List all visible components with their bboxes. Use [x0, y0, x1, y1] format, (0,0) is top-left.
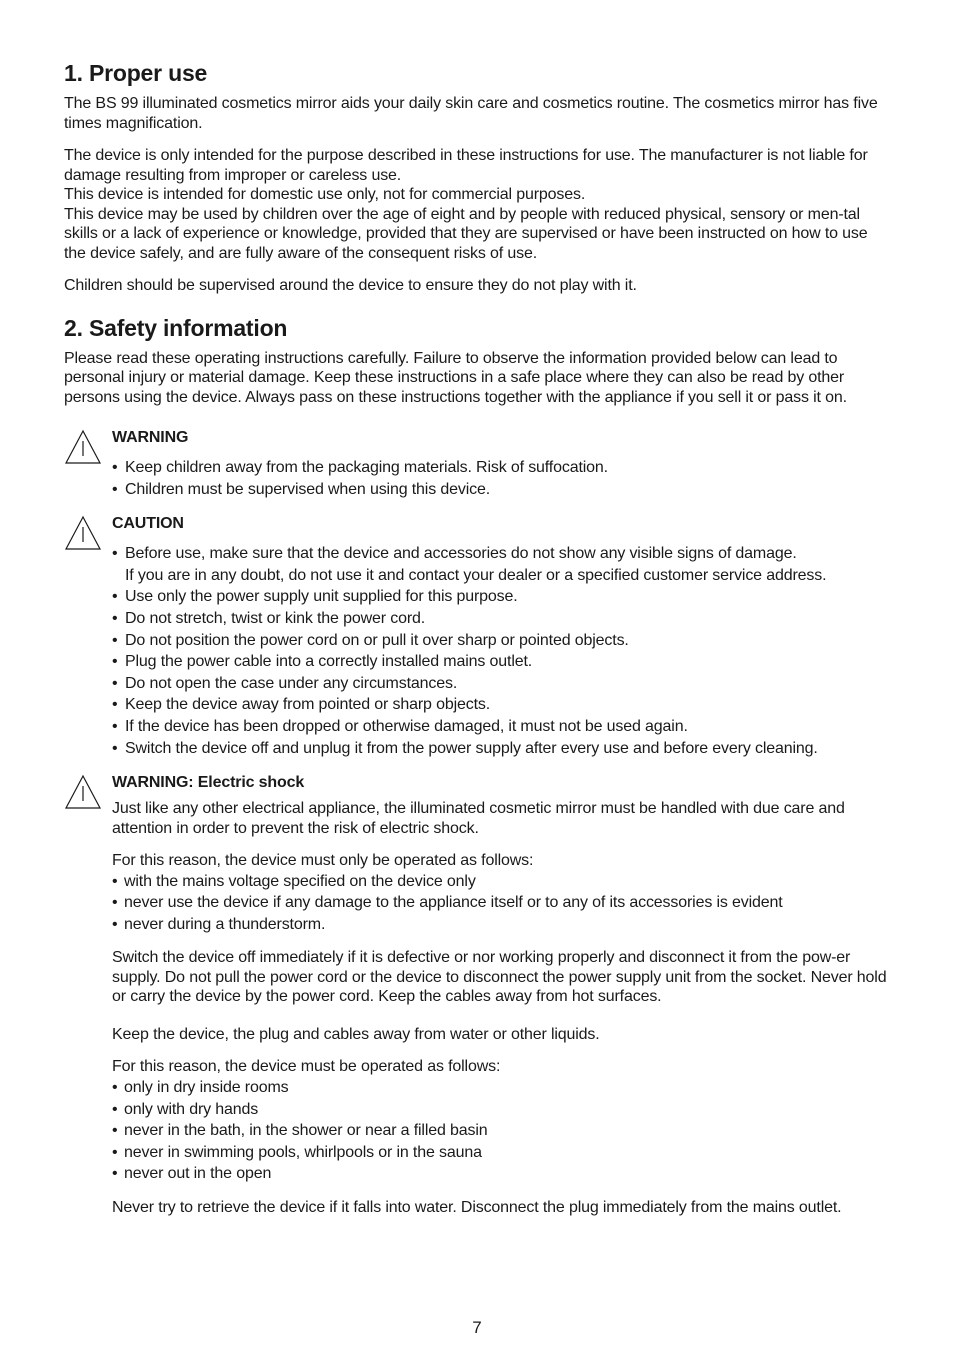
paragraph: Children should be supervised around the device to ensure they do not play with it. — [64, 277, 637, 294]
list-item: • with the mains voltage specified on the device only — [112, 871, 890, 893]
list-item: • Plug the power cable into a correctly installed mains outlet. — [112, 651, 890, 673]
list-item: • If the device has been dropped or otherwise damaged, it must not be used again. — [112, 716, 890, 738]
paragraph: This device may be used by children over the age of eight and by people with reduced physical, sensory or men-tal skills or a lack of experience or knowledge, provided that they are supervised or have been instructed on how to use the device safely, and are fully aware of the consequent risks of use. — [64, 205, 868, 262]
page-content — [64, 58, 890, 1217]
list-item-continuation: If you are in any doubt, do not use it and contact your dealer or a specified customer service address. — [125, 566, 827, 584]
list-item: • never in swimming pools, whirlpools or in the sauna — [112, 1142, 890, 1164]
list-item — [112, 543, 890, 586]
paragraph: The device is only intended for the purpose described in these instructions for use. The manufacturer is not liable for damage resulting from improper or careless use. — [64, 147, 868, 184]
list-item: • Do not open the case under any circumstances. — [112, 673, 890, 695]
list-item: • Do not position the power cord on or pull it over sharp or pointed objects. — [112, 630, 890, 652]
list-item: • never in the bath, in the shower or near a filled basin — [112, 1120, 890, 1142]
paragraph: Keep the device, the plug and cables away from water or other liquids. — [112, 1025, 600, 1043]
list-item: • only with dry hands — [112, 1099, 890, 1121]
warning-title: WARNING — [112, 429, 189, 446]
section-heading-safety-information: 2. Safety information — [64, 314, 288, 341]
list-item: • Do not stretch, twist or kink the power cord. — [112, 608, 890, 630]
list-item: • Switch the device off and unplug it from the power supply after every use and before every cleaning. — [112, 738, 890, 760]
warning-triangle-icon — [64, 515, 102, 551]
paragraph: Please read these operating instructions carefully. Failure to observe the information provided below can lead to personal injury or material damage. Keep these instructions in a safe place where they can also be read by other persons using the device. Always pass on these instructions together with the appliance if you sell it or pass it on. — [64, 349, 847, 406]
warning-block — [64, 428, 890, 500]
list-item: • Children must be supervised when using this device. — [112, 479, 890, 501]
caution-title: CAUTION — [112, 515, 184, 533]
paragraph: Just like any other electrical appliance, the illuminated cosmetic mirror must be handled with due care and attention in order to prevent the risk of electric shock. — [112, 800, 845, 837]
paragraph: The BS 99 illuminated cosmetics mirror aids your daily skin care and cosmetics routine. The cosmetics mirror has five times magnification. — [64, 95, 878, 132]
caution-list — [112, 543, 890, 759]
list-item: • never during a thunderstorm. — [112, 914, 890, 936]
warning-triangle-icon — [64, 774, 102, 810]
paragraph: Switch the device off immediately if it is defective or nor working properly and disconnect it from the pow-er supply. Do not pull the power cord or the device to disconnect the power supply unit from the socket. Never hold or carry the device by the power cord. Keep the cables away from hot surfaces. — [112, 949, 887, 1006]
warning-triangle-icon — [64, 429, 102, 465]
page-number: 7 — [472, 1318, 482, 1337]
caution-block — [64, 514, 890, 759]
list-item-text: Before use, make sure that the device and accessories do not show any visible signs of damage. — [125, 545, 797, 563]
list-item: • never use the device if any damage to the appliance itself or to any of its accessories is evident — [112, 892, 890, 914]
electric-shock-block — [64, 773, 890, 1217]
operation-list — [112, 871, 890, 936]
electric-shock-title: WARNING: Electric shock — [112, 774, 305, 792]
list-item: • Use only the power supply unit supplied for this purpose. — [112, 586, 890, 608]
list-item: • Keep children away from the packaging materials. Risk of suffocation. — [112, 457, 890, 479]
water-safety-list — [112, 1077, 890, 1185]
section-heading-proper-use: 1. Proper use — [64, 60, 208, 86]
list-item: • Keep the device away from pointed or sharp objects. — [112, 694, 890, 716]
paragraph: For this reason, the device must only be operated as follows: — [112, 852, 534, 870]
list-item: • only in dry inside rooms — [112, 1077, 890, 1099]
paragraph: For this reason, the device must be operated as follows: — [112, 1058, 501, 1076]
list-item: • never out in the open — [112, 1163, 890, 1185]
warning-list — [112, 457, 890, 500]
paragraph: Never try to retrieve the device if it falls into water. Disconnect the plug immediately from the mains outlet. — [112, 1198, 842, 1216]
paragraph: This device is intended for domestic use only, not for commercial purposes. — [64, 186, 586, 203]
